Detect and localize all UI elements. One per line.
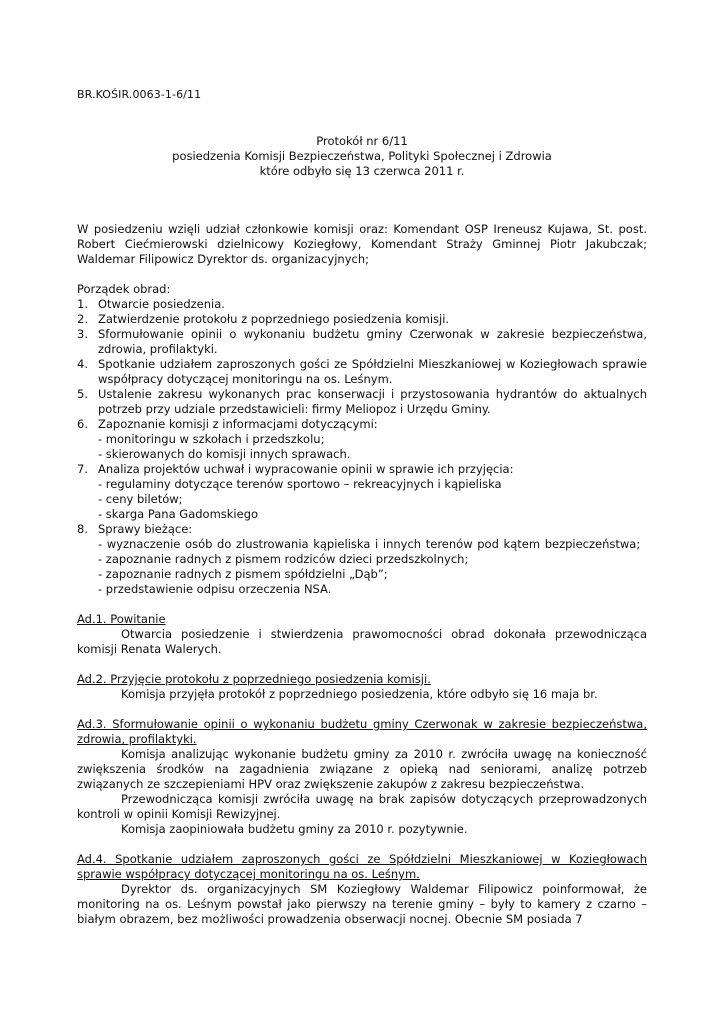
agenda-subitem: - ceny biletów;: [98, 492, 183, 506]
document-reference: BR.KOŚIR.0063-1-6/11: [77, 88, 202, 101]
agenda-subitem: - skarga Pana Gadomskiego: [98, 507, 259, 521]
attendance-paragraph: W posiedzeniu wzięli udział członkowie komisji oraz: Komendant OSP Ireneusz Kujawa, St. post. Robert Ciećmierowski dzielnicowy Koziegłowy, Komendant Straży Gminnej Piotr Jakubczak; Waldemar Filipowicz Dyrektor ds. organizacyjnych;: [77, 222, 647, 266]
agenda-item-text: Analiza projektów uchwał i wypracowanie opinii w sprawie ich przyjęcia:: [98, 462, 514, 476]
protocol-date: które odbyło się 13 czerwca 2011 r.: [259, 164, 465, 178]
agenda-item-number: 6.: [77, 417, 88, 431]
agenda-item: [77, 357, 647, 387]
ad3-paragraph: Komisja analizując wykonanie budżetu gminy za 2010 r. zwróciła uwagę na konieczność zwiększenia środków na zagadnienia związane z opieką nad seniorami, analizę potrzeb związanych ze szczepieniami HPV oraz zwiększenie zakupów z zakresu bezpieczeństwa.: [77, 747, 647, 791]
agenda-subitem: - zapoznanie radnych z pismem rodziców dzieci przedszkolnych;: [98, 552, 469, 566]
agenda-item-number: 8.: [77, 522, 88, 536]
ad3-heading: Ad.3. Sformułowanie opinii o wykonaniu budżetu gminy Czerwonak w zakresie bezpieczeństwa, zdrowia, profilaktyki.: [77, 717, 647, 746]
agenda-subitem: - monitoringu w szkołach i przedszkolu;: [98, 432, 325, 446]
agenda-subitem: - skierowanych do komisji innych sprawach.: [98, 447, 351, 461]
ad1-heading: Ad.1. Powitanie: [77, 612, 166, 626]
agenda-subitem: - zapoznanie radnych z pismem spółdzielni „Dąb”;: [98, 567, 388, 581]
ad2-paragraph: Komisja przyjęła protokół z poprzedniego posiedzenia, które odbyło się 16 maja br.: [121, 687, 598, 701]
document-body: [77, 222, 647, 927]
agenda-item-number: 1.: [77, 297, 88, 311]
ad3-paragraph: Przewodnicząca komisji zwróciła uwagę na brak zapisów dotyczących przeprowadzonych kontroli w opinii Komisji Rewizyjnej.: [77, 792, 647, 821]
agenda-item: [77, 522, 647, 597]
agenda-item: [77, 297, 647, 312]
agenda-item-number: 4.: [77, 357, 88, 371]
agenda-list: [77, 297, 647, 597]
agenda-subitem: - regulaminy dotyczące terenów sportowo – rekreacyjnych i kąpieliska: [98, 477, 502, 491]
agenda-item: [77, 312, 647, 327]
agenda-item-text: Otwarcie posiedzenia.: [98, 297, 225, 311]
agenda-item-number: 7.: [77, 462, 88, 476]
agenda-title: Porządek obrad:: [77, 282, 171, 296]
ad2-heading: Ad.2. Przyjęcie protokołu z poprzedniego posiedzenia komisji.: [77, 672, 431, 686]
protocol-commission: posiedzenia Komisji Bezpieczeństwa, Polityki Społecznej i Zdrowia: [172, 149, 552, 163]
agenda-item-text: Zapoznanie komisji z informacjami dotyczącymi:: [98, 417, 378, 431]
agenda-item: [77, 462, 647, 522]
agenda-item-number: 2.: [77, 312, 88, 326]
ad3-paragraph: Komisja zaopiniowała budżetu gminy za 2010 r. pozytywnie.: [121, 822, 468, 836]
agenda-item: [77, 417, 647, 462]
agenda-item-text: Sformułowanie opinii o wykonaniu budżetu gminy Czerwonak w zakresie bezpieczeństwa, zdrowia, profilaktyki.: [98, 327, 647, 356]
agenda-item-text: Zatwierdzenie protokołu z poprzedniego posiedzenia komisji.: [98, 312, 450, 326]
ad4-paragraph: Dyrektor ds. organizacyjnych SM Koziegłowy Waldemar Filipowicz poinformował, że monitoring na os. Leśnym powstał jako pierwszy na terenie gminy – były to kamery z czarno – białym obrazem, bez możliwości prowadzenia obserwacji nocnej. Obecnie SM posiada 7: [77, 882, 647, 926]
protocol-number: Protokół nr 6/11: [316, 134, 408, 148]
agenda-item: [77, 327, 647, 357]
agenda-item-text: Spotkanie udziałem zaproszonych gości ze Spółdzielni Mieszkaniowej w Koziegłowach sprawie współpracy dotyczącej monitoringu na os. Leśnym.: [98, 357, 647, 386]
agenda-subitem: - wyznaczenie osób do zlustrowania kąpieliska i innych terenów pod kątem bezpieczeństwa;: [98, 537, 641, 551]
agenda-item: [77, 387, 647, 417]
agenda-item-number: 5.: [77, 387, 88, 401]
ad4-heading: Ad.4. Spotkanie udziałem zaproszonych gości ze Spółdzielni Mieszkaniowej w Koziegłowach sprawie współpracy dotyczącej monitoringu na os. Leśnym.: [77, 852, 647, 881]
agenda-item-text: Sprawy bieżące:: [98, 522, 193, 536]
agenda-item-text: Ustalenie zakresu wykonanych prac konserwacji i przystosowania hydrantów do aktualnych potrzeb przy udziale przedstawicieli: firmy Meliopoz i Urzędu Gminy.: [98, 387, 647, 416]
ad1-paragraph: Otwarcia posiedzenie i stwierdzenia prawomocności obrad dokonała przewodnicząca komisji Renata Walerych.: [77, 627, 647, 656]
protocol-title: [77, 134, 647, 179]
agenda-item-number: 3.: [77, 327, 88, 341]
agenda-subitem: - przedstawienie odpisu orzeczenia NSA.: [98, 582, 332, 596]
